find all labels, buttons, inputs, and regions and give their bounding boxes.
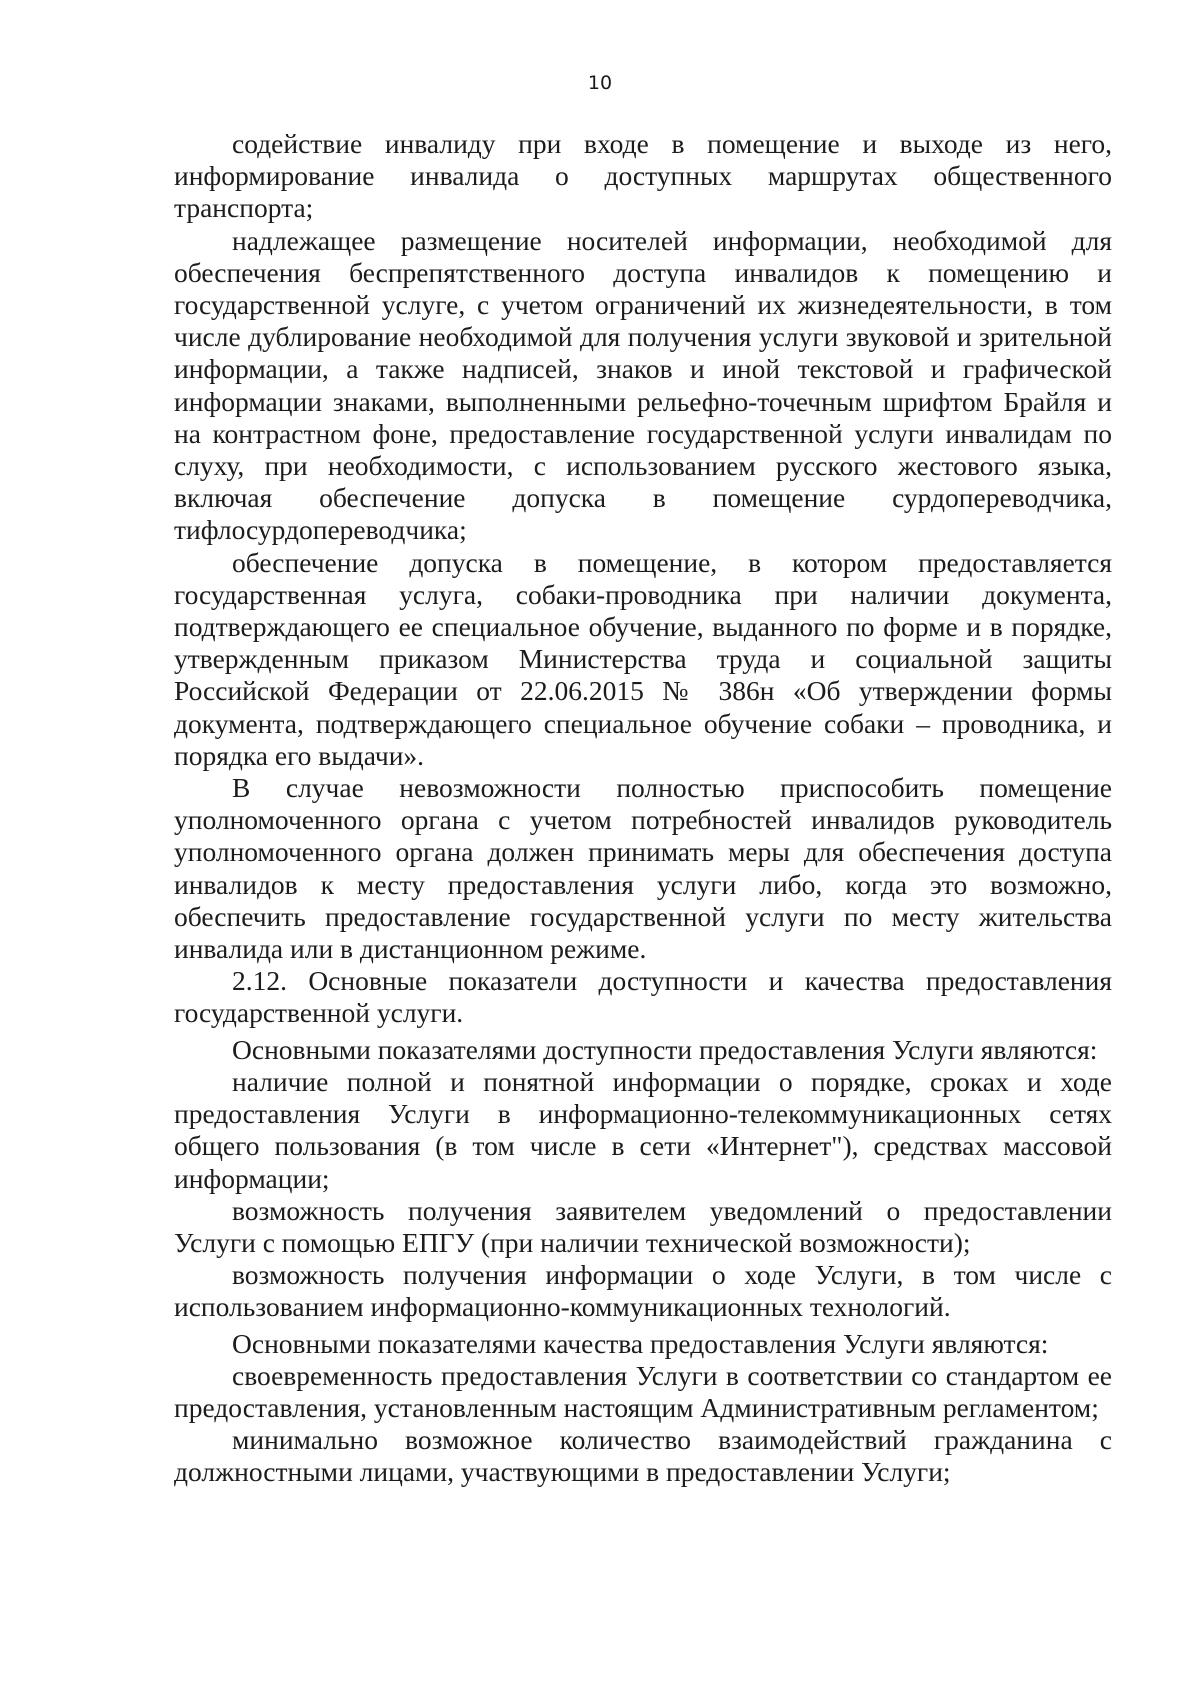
- paragraph: В случае невозможности полностью приспособить помещение уполномоченного органа с учетом потребностей инвалидов руководитель уполномоченного органа должен принимать меры для обеспечения доступа инвалидов к месту предоставления услуги либо, когда это возможно, обеспечить предоставление государственной услуги по месту жительства инвалида или в дистанционном режиме.: [174, 772, 1112, 965]
- paragraph: наличие полной и понятной информации о порядке, сроках и ходе предоставления Услуги в информационно-телекоммуникационных сетях общего пользования (в том числе в сети «Интернет"), средствах массовой информации;: [174, 1065, 1112, 1194]
- document-body: [174, 128, 1112, 1489]
- page-number: 10: [587, 72, 613, 94]
- paragraph: содействие инвалиду при входе в помещение и выходе из него, информирование инвалида о доступных маршрутах общественного транспорта;: [174, 128, 1112, 224]
- paragraph: Основными показателями качества предоставления Услуги являются:: [232, 1327, 1049, 1359]
- paragraph: своевременность предоставления Услуги в соответствии со стандартом ее предоставления, установленным настоящим Административным регламентом;: [174, 1359, 1112, 1423]
- paragraph: 2.12. Основные показатели доступности и качества предоставления государственной услуги.: [174, 965, 1112, 1029]
- paragraph: обеспечение допуска в помещение, в котором предоставляется государственная услуга, собаки-проводника при наличии документа, подтверждающего ее специальное обучение, выданного по форме и в порядке, утвержденным приказом Министерства труда и социальной защиты Российской Федерации от 22.06.2015 № 386н «Об утверждении формы документа, подтверждающего специальное обучение собаки – проводника, и порядка его выдачи».: [174, 546, 1112, 771]
- paragraph: возможность получения информации о ходе Услуги, в том числе с использованием информационно-коммуникационных технологий.: [174, 1259, 1112, 1323]
- paragraph: Основными показателями доступности предоставления Услуги являются:: [232, 1033, 1098, 1065]
- paragraph: возможность получения заявителем уведомлений о предоставлении Услуги с помощью ЕПГУ (при наличии технической возможности);: [174, 1194, 1112, 1258]
- paragraph: минимально возможное количество взаимодействий гражданина с должностными лицами, участвующими в предоставлении Услуги;: [174, 1424, 1112, 1488]
- paragraph: надлежащее размещение носителей информации, необходимой для обеспечения беспрепятственного доступа инвалидов к помещению и государственной услуге, с учетом ограничений их жизнедеятельности, в том числе дублирование необходимой для получения услуги звуковой и зрительной информации, а также надписей, знаков и иной текстовой и графической информации знаками, выполненными рельефно-точечным шрифтом Брайля и на контрастном фоне, предоставление государственной услуги инвалидам по слуху, при необходимости, с использованием русского жестового языка, включая обеспечение допуска в помещение сурдопереводчика, тифлосурдопереводчика;: [174, 224, 1112, 546]
